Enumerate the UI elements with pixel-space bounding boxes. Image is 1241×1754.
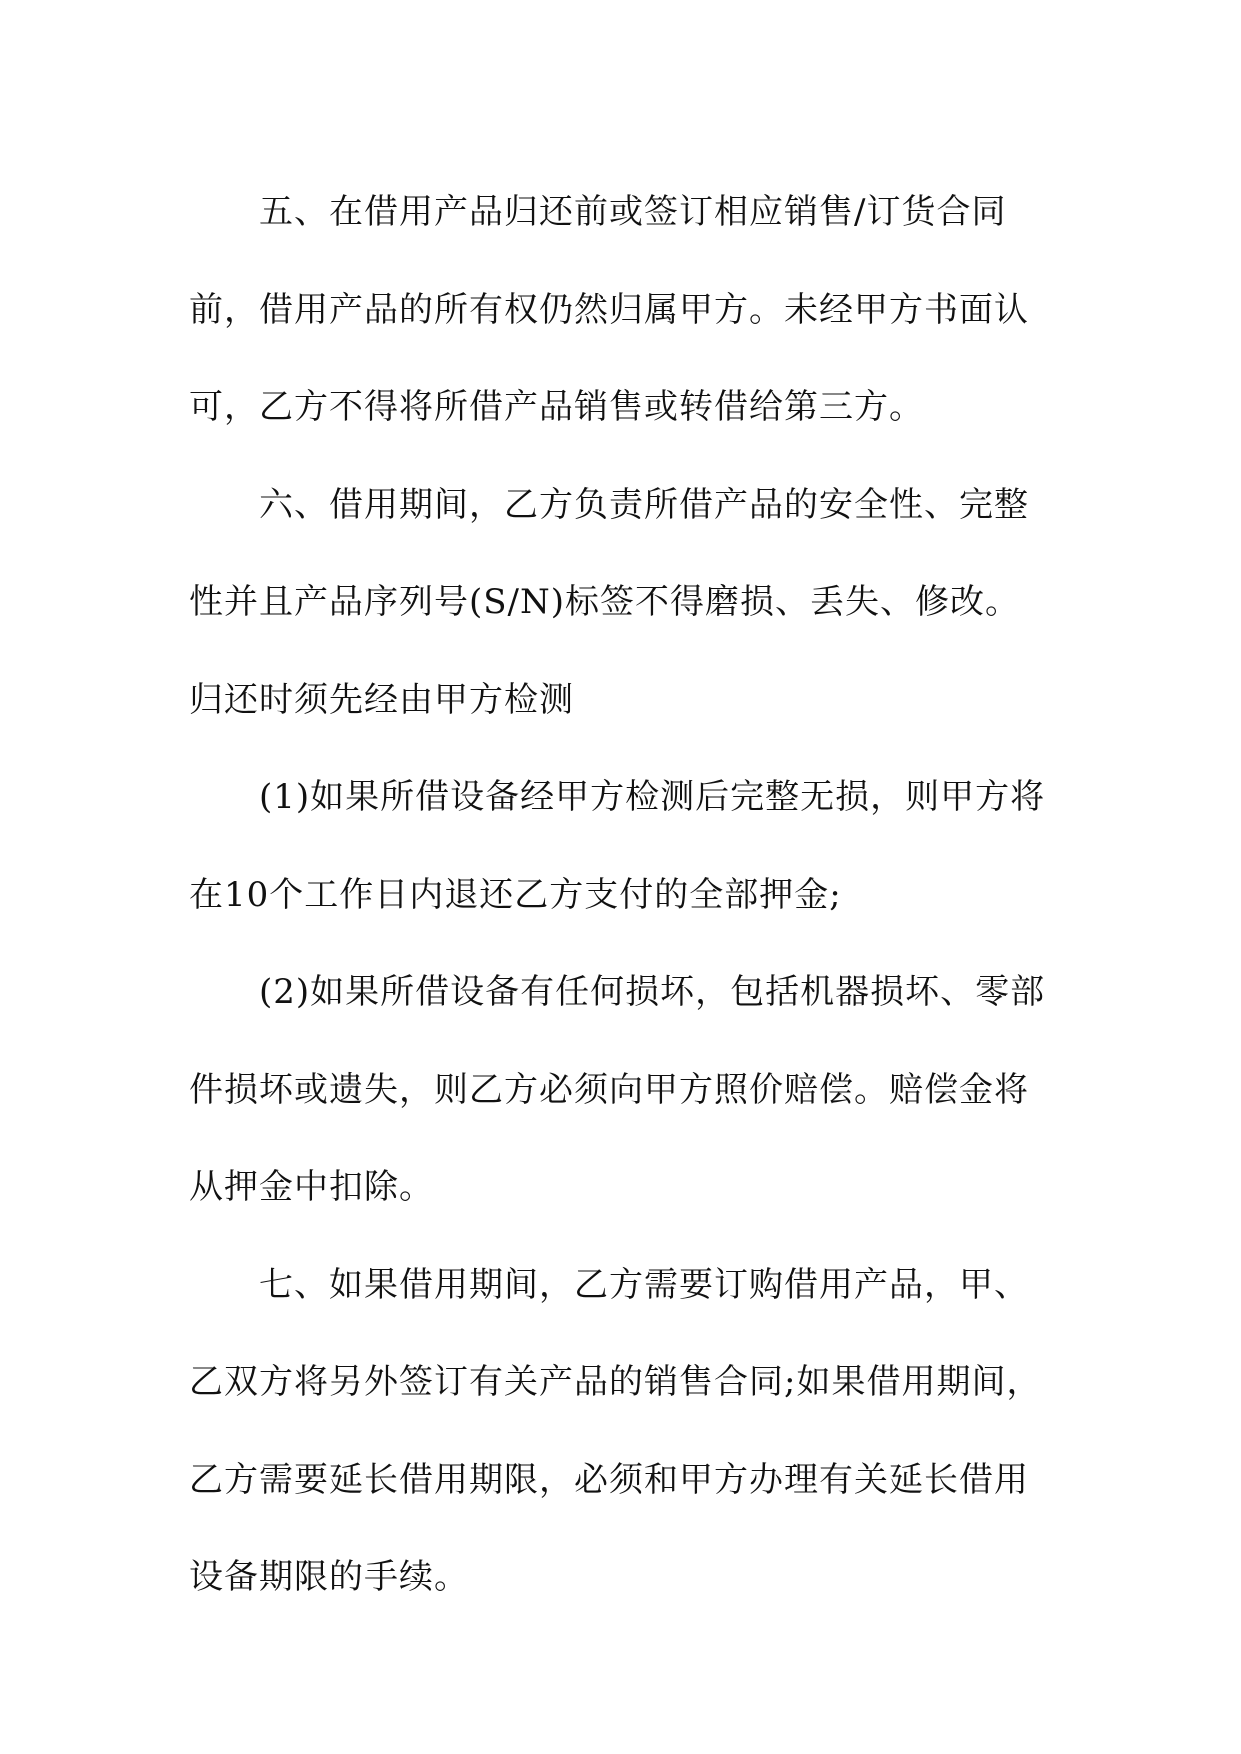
clause-6-item-2-paragraph: (2)如果所借设备有任何损坏，包括机器损坏、零部件损坏或遗失，则乙方必须向甲方照价赔偿。赔偿金将从押金中扣除。 xyxy=(189,972,1046,1207)
contract-body xyxy=(189,164,1049,1627)
clause-6-item-1-paragraph: (1)如果所借设备经甲方检测后完整无损，则甲方将在10个工作日内退还乙方支付的全部押金; xyxy=(189,777,1046,915)
clause-5-paragraph: 五、在借用产品归还前或签订相应销售/订货合同前，借用产品的所有权仍然归属甲方。未经甲方书面认可，乙方不得将所借产品销售或转借给第三方。 xyxy=(189,192,1029,427)
clause-6-paragraph: 六、借用期间，乙方负责所借产品的安全性、完整性并且产品序列号(S/N)标签不得磨损、丢失、修改。归还时须先经由甲方检测 xyxy=(189,484,1029,720)
clause-7-paragraph: 七、如果借用期间，乙方需要订购借用产品，甲、乙双方将另外签订有关产品的销售合同;如果借用期间，乙方需要延长借用期限，必须和甲方办理有关延长借用设备期限的手续。 xyxy=(189,1264,1042,1597)
